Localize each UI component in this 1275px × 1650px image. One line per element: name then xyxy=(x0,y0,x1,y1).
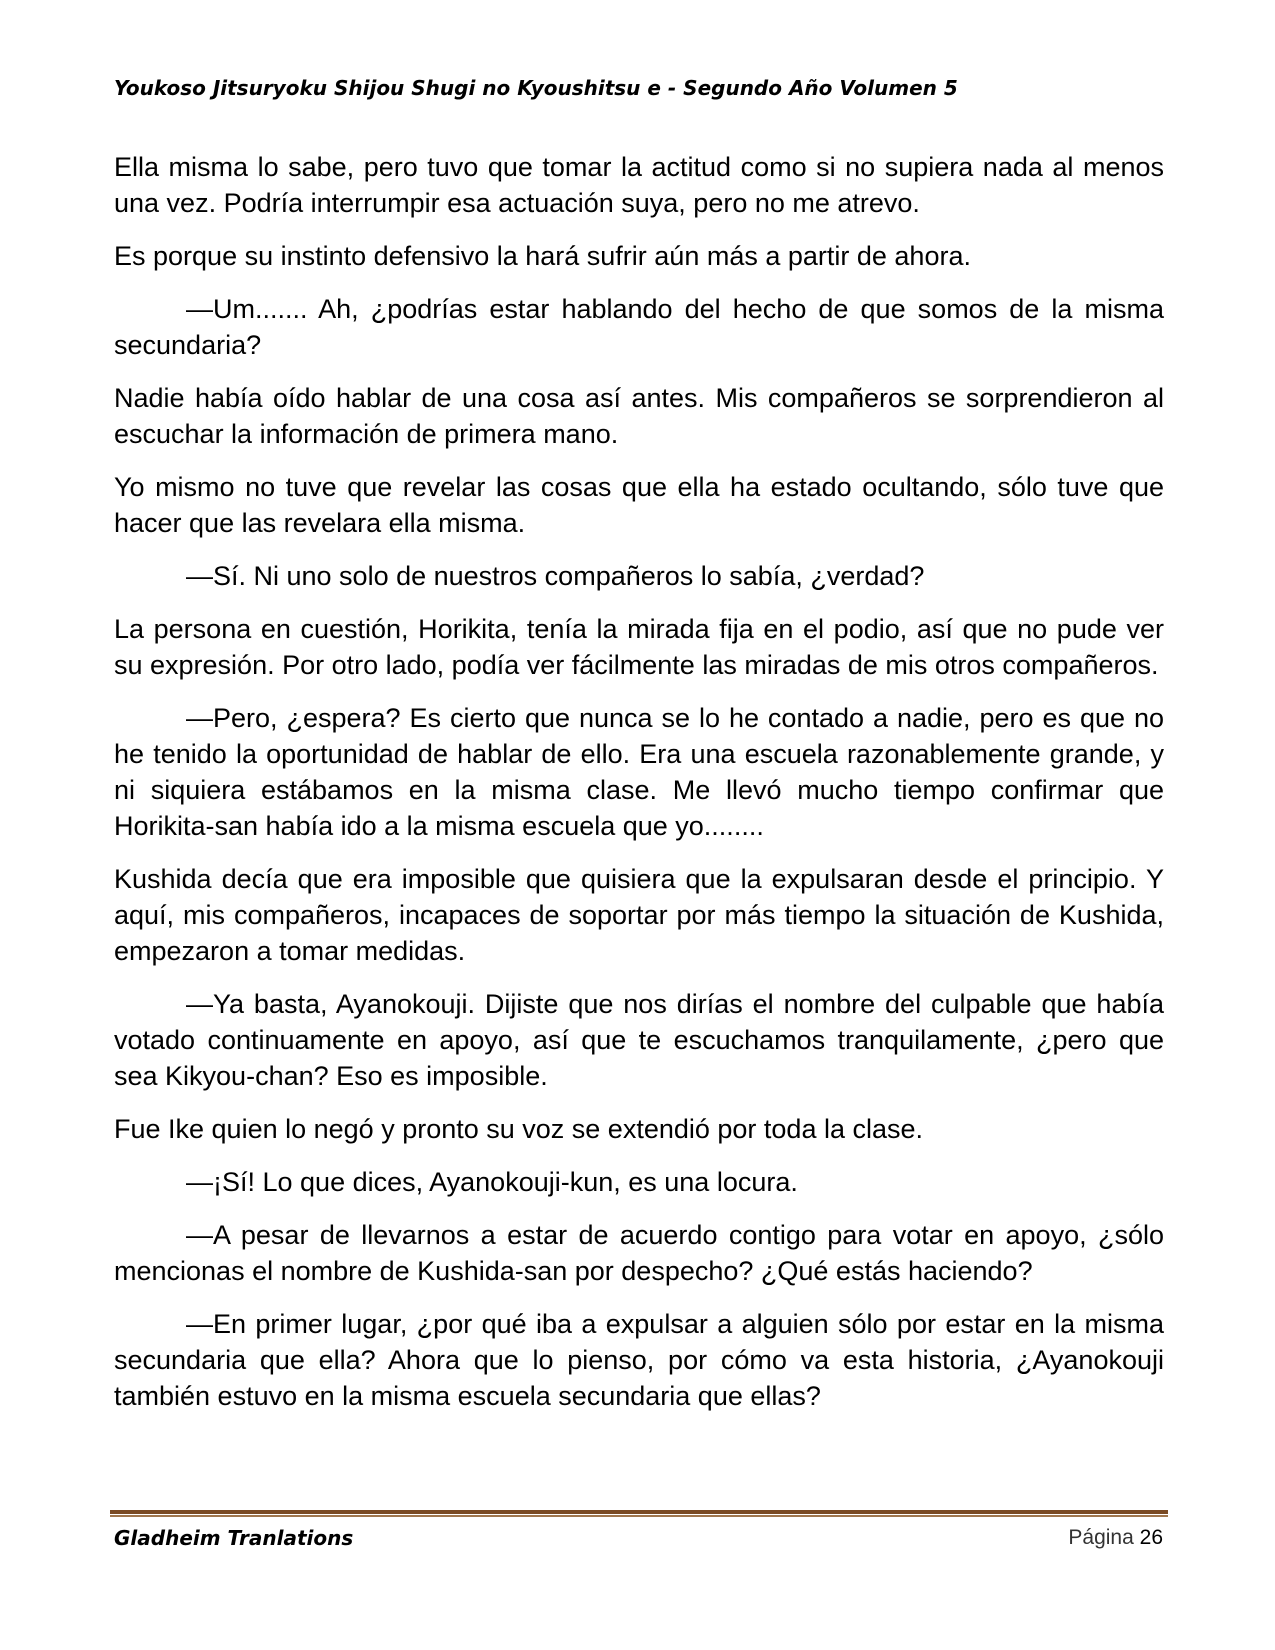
body-paragraph: Fue Ike quien lo negó y pronto su voz se extendió por toda la clase. xyxy=(114,1114,924,1144)
page-number: 26 xyxy=(1139,1526,1163,1549)
page-label: Página xyxy=(1068,1526,1134,1549)
dialogue-paragraph: —En primer lugar, ¿por qué iba a expulsar a alguien sólo por estar en la misma secundaria que ella? Ahora que lo pienso, por cómo va esta historia, ¿Ayanokouji también estuvo en la misma escuela secundaria que ellas? xyxy=(114,1309,1164,1411)
body-paragraph: Es porque su instinto defensivo la hará sufrir aún más a partir de ahora. xyxy=(114,241,971,271)
body-paragraph: Yo mismo no tuve que revelar las cosas que ella ha estado ocultando, sólo tuve que hacer que las revelara ella misma. xyxy=(114,472,1164,538)
footer-divider xyxy=(110,1510,1168,1517)
dialogue-paragraph: —Pero, ¿espera? Es cierto que nunca se lo he contado a nadie, pero es que no he tenido la oportunidad de hablar de ello. Era una escuela razonablemente grande, y ni siquiera estábamos en la misma clase. Me llevó mucho tiempo confirmar que Horikita-san había ido a la misma escuela que yo........ xyxy=(114,703,1164,841)
page-number-block xyxy=(1068,1521,1163,1555)
body-paragraph: Kushida decía que era imposible que quisiera que la expulsaran desde el principio. Y aquí, mis compañeros, incapaces de soportar por más tiempo la situación de Kushida, empezaron a tomar medidas. xyxy=(114,864,1164,966)
dialogue-paragraph: —¡Sí! Lo que dices, Ayanokouji-kun, es una locura. xyxy=(186,1167,798,1197)
dialogue-paragraph: —Ya basta, Ayanokouji. Dijiste que nos dirías el nombre del culpable que había votado continuamente en apoyo, así que te escuchamos tranquilamente, ¿pero que sea Kikyou-chan? Eso es imposible. xyxy=(114,989,1164,1091)
body-paragraph: Ella misma lo sabe, pero tuvo que tomar la actitud como si no supiera nada al menos una vez. Podría interrumpir esa actuación suya, pero no me atrevo. xyxy=(114,152,1164,218)
footer-divider-thin xyxy=(110,1515,1168,1517)
footer-group-name: Gladheim Tranlations xyxy=(114,1526,354,1550)
dialogue-paragraph: —Um....... Ah, ¿podrías estar hablando del hecho de que somos de la misma secundaria? xyxy=(114,294,1164,360)
body-paragraph: Nadie había oído hablar de una cosa así antes. Mis compañeros se sorprendieron al escuchar la información de primera mano. xyxy=(114,383,1164,449)
body-paragraph: La persona en cuestión, Horikita, tenía la mirada fija en el podio, así que no pude ver su expresión. Por otro lado, podía ver fácilmente las miradas de mis otros compañeros. xyxy=(114,614,1164,680)
dialogue-paragraph: —A pesar de llevarnos a estar de acuerdo contigo para votar en apoyo, ¿sólo mencionas el nombre de Kushida-san por despecho? ¿Qué estás haciendo? xyxy=(114,1220,1164,1286)
running-header: Youkoso Jitsuryoku Shijou Shugi no Kyoushitsu e - Segundo Año Volumen 5 xyxy=(114,76,958,100)
page-body xyxy=(114,149,1164,1431)
footer-divider-thick xyxy=(110,1510,1168,1514)
dialogue-paragraph: —Sí. Ni uno solo de nuestros compañeros lo sabía, ¿verdad? xyxy=(186,561,925,591)
